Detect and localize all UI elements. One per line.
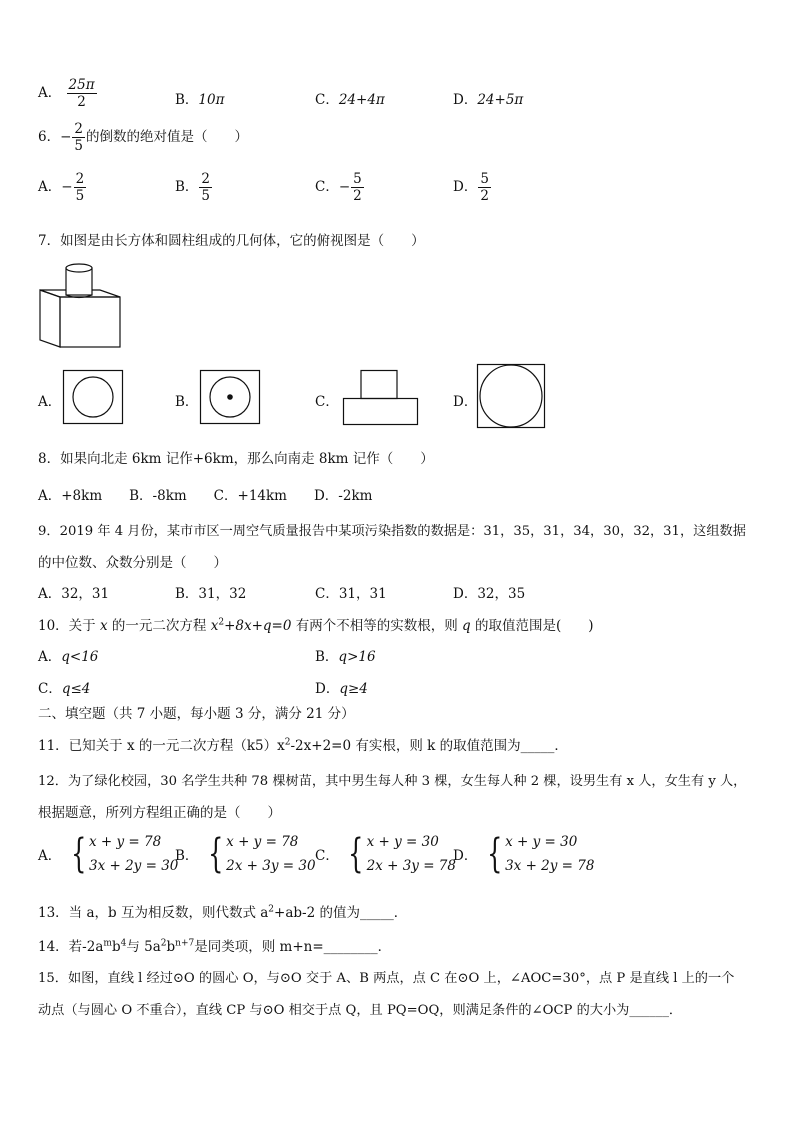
exponent: 2 <box>284 737 291 748</box>
q9-stem-line1: 9．2019 年 4 月份，某市市区一周空气质量报告中某项污染指数的数据是：31，35，31，34，30，32，31，这组数据 <box>38 524 746 539</box>
option-label: A． <box>38 848 62 864</box>
denominator: 5 <box>74 138 83 155</box>
option-label: D． <box>453 848 478 864</box>
question-text: 与 5a <box>126 939 161 955</box>
q12-stem-line2: 根据题意，所列方程组正确的是（ ） <box>38 805 281 821</box>
q12-stem-line1: 12．为了绿化校园，30 名学生共种 78 棵树苗，其中男生每人种 3 棵，女生每人种 2 棵，设男生有 x 人，女生有 y 人， <box>38 774 747 789</box>
numerator: 5 <box>480 171 489 187</box>
brace-icon: { <box>70 831 86 877</box>
exponent: 2 <box>268 904 275 915</box>
q10-option-c <box>38 677 90 697</box>
q5-option-d <box>453 88 523 108</box>
q5-option-a <box>38 78 98 109</box>
option-value: q<16 <box>61 649 99 665</box>
q9-option-c: C．31，31 <box>315 586 387 602</box>
option-label: D． <box>453 179 478 196</box>
equation-system <box>482 830 595 878</box>
q6-option-b <box>175 172 213 203</box>
brace-icon: { <box>348 831 364 877</box>
option-label: B． <box>315 649 339 665</box>
option-value: q>16 <box>338 649 376 665</box>
denominator: 2 <box>353 188 362 205</box>
numerator: 2 <box>201 171 211 187</box>
q13-stem <box>38 901 407 921</box>
option-value: 24+5π <box>477 92 524 108</box>
numerator: 5 <box>353 171 362 187</box>
cylinder-top <box>66 264 92 272</box>
denominator: 5 <box>75 188 85 205</box>
q11-stem <box>38 734 568 754</box>
q7-option-a-figure <box>63 370 123 424</box>
equation-system <box>66 830 179 878</box>
equation-line: 2x + 3y = 78 <box>366 858 456 874</box>
equation-system <box>343 830 456 878</box>
q6-option-c <box>315 172 365 203</box>
q15-stem-line2: 动点（与圆心 O 不重合），直线 CP 与⊙O 相交于点 Q，且 PQ=OQ，则满足条件的∠OCP 的大小为______． <box>38 1003 683 1018</box>
equation-system <box>203 830 316 878</box>
option-value: 24+4π <box>338 92 385 108</box>
question-text: 的倒数的绝对值是（ ） <box>86 129 248 146</box>
option-label: A． <box>38 179 62 196</box>
q9-option-d: D．32，35 <box>453 586 526 602</box>
fraction <box>67 78 97 109</box>
question-text: -2x+2=0 有实根，则 k 的取值范围为_____． <box>290 738 568 754</box>
equation-line: x + y = 30 <box>366 834 439 850</box>
denominator: 2 <box>480 188 489 205</box>
q7-option-b-figure <box>200 370 260 424</box>
q7-option-b-label: B． <box>175 394 199 410</box>
q9-option-b: B．31，32 <box>175 586 247 602</box>
fraction <box>199 172 212 203</box>
q9-option-a: A．32，31 <box>38 586 110 602</box>
option-label: C． <box>315 92 339 108</box>
q7-option-d-figure <box>477 364 545 428</box>
numerator: 2 <box>75 171 85 187</box>
question-number: 6． <box>38 129 61 146</box>
option-label: C． <box>315 848 339 864</box>
equation-line: x + y = 30 <box>505 834 578 850</box>
q7-option-a-label: A． <box>38 394 62 410</box>
denominator: 2 <box>77 94 86 111</box>
equation-line: 2x + 3y = 30 <box>226 858 316 874</box>
q6-option-a <box>38 172 87 203</box>
q8-stem: 8．如果向北走 6km 记作+6km，那么向南走 8km 记作（ ） <box>38 451 434 467</box>
exponent: 2 <box>160 938 167 949</box>
q10-option-a <box>38 645 98 665</box>
option-value: q≥4 <box>339 681 368 697</box>
option-label: B． <box>175 848 199 864</box>
q14-stem <box>38 935 391 955</box>
question-text: 11．已知关于 x 的一元二次方程（k5）x <box>38 738 285 754</box>
box-front-face <box>60 297 120 347</box>
question-text: 是同类项，则 m+n=________． <box>194 939 392 955</box>
q12-option-c <box>315 830 456 878</box>
q7-solid-figure <box>38 262 128 352</box>
variable-q: q <box>462 618 471 634</box>
question-text: b <box>111 939 121 955</box>
exponent: n+7 <box>175 938 195 949</box>
q7-stem: 7．如图是由长方体和圆柱组成的几何体，它的俯视图是（ ） <box>38 233 425 249</box>
equation-line: 3x + 2y = 78 <box>505 858 595 874</box>
q8-options: A．+8km B．-8km C．+14km D．-2km <box>38 488 373 504</box>
fraction <box>478 172 491 203</box>
option-value: 10π <box>198 92 225 108</box>
minus-sign: − <box>60 129 72 146</box>
question-text: 13．当 a，b 互为相反数，则代数式 a <box>38 905 269 921</box>
q5-option-b <box>175 88 224 108</box>
equation-line: x + y = 78 <box>226 834 299 850</box>
question-text: +ab-2 的值为_____． <box>274 905 408 921</box>
q12-option-a <box>38 830 178 878</box>
question-text: 的一元二次方程 <box>111 618 207 634</box>
section-heading: 二、填空题（共 7 小题，每小题 3 分，满分 21 分） <box>38 706 355 722</box>
equation-line: x + y = 78 <box>89 834 162 850</box>
q15-stem-line1: 15．如图，直线 l 经过⊙O 的圆心 O，与⊙O 交于 A、B 两点，点 C 在⊙O 上，∠AOC=30°，点 P 是直线 l 上的一个 <box>38 971 735 986</box>
option-label: A． <box>38 85 62 102</box>
exponent: m <box>103 938 112 949</box>
option-label: B． <box>175 92 199 108</box>
q12-option-b <box>175 830 316 878</box>
option-label: D． <box>453 92 478 108</box>
equation-part: x <box>210 618 219 634</box>
numerator: 2 <box>74 121 83 137</box>
exponent: 2 <box>218 617 225 628</box>
fraction <box>72 122 85 153</box>
q12-option-d <box>453 830 594 878</box>
question-text: 有两个不相等的实数根，则 <box>295 618 458 634</box>
question-text: 10．关于 <box>38 618 96 634</box>
option-label: A． <box>38 649 62 665</box>
equation-line: 3x + 2y = 30 <box>89 858 179 874</box>
variable-x: x <box>99 618 108 634</box>
minus-sign: − <box>338 179 351 196</box>
denominator: 5 <box>201 188 211 205</box>
option-label: D． <box>315 681 340 697</box>
q6-stem <box>38 122 248 153</box>
q7-option-d-label: D． <box>453 394 478 410</box>
option-label: C． <box>38 681 62 697</box>
q6-option-d <box>453 172 492 203</box>
question-text: 14．若-2a <box>38 939 104 955</box>
question-text: b <box>166 939 176 955</box>
q10-option-d <box>315 677 368 697</box>
exponent: 4 <box>120 938 127 949</box>
q5-option-c <box>315 88 385 108</box>
q7-option-c-label: C． <box>315 394 339 410</box>
question-text: 的取值范围是( ) <box>474 618 594 634</box>
option-label: B． <box>175 179 199 196</box>
q10-stem <box>38 614 594 634</box>
equation-part: +8x+q=0 <box>224 618 292 634</box>
q9-stem-line2: 的中位数、众数分别是（ ） <box>38 555 227 571</box>
brace-icon: { <box>486 831 502 877</box>
equation <box>211 618 292 634</box>
brace-icon: { <box>207 831 224 877</box>
minus-sign: − <box>61 179 73 196</box>
option-value: q≤4 <box>61 681 91 697</box>
fraction <box>74 172 87 203</box>
numerator: 25π <box>68 77 95 93</box>
fraction <box>351 172 364 203</box>
box-side-face <box>40 290 60 347</box>
q7-option-c-figure <box>343 370 419 426</box>
q10-option-b <box>315 645 376 665</box>
option-label: C． <box>315 179 339 196</box>
